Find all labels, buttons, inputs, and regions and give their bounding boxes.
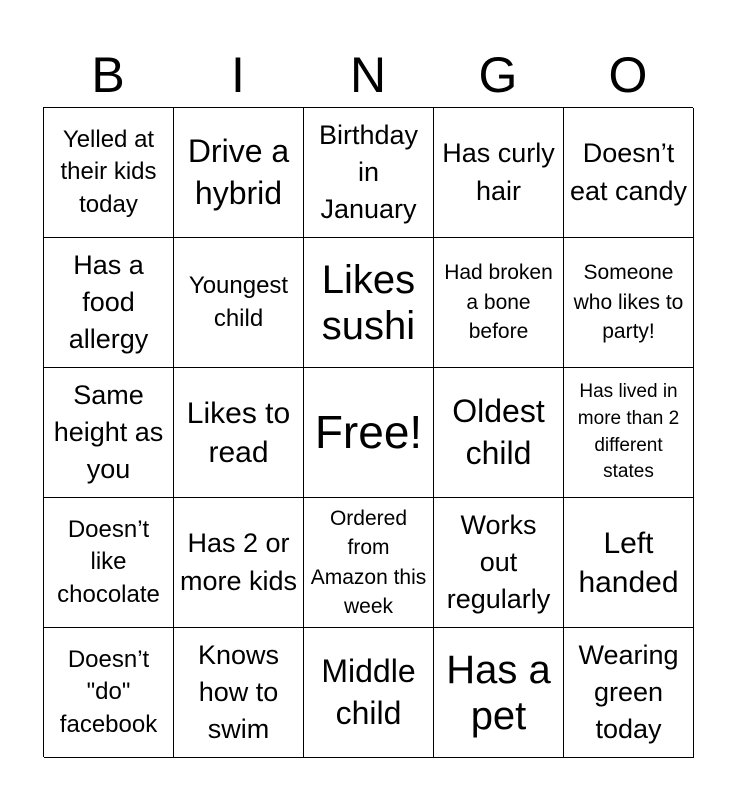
header-letter-n: N: [349, 47, 387, 103]
bingo-card-grid: [43, 107, 693, 757]
header-letter-g: G: [478, 47, 518, 103]
bingo-cell: [174, 498, 304, 628]
cell-text: Middle child: [321, 652, 416, 731]
cell-text: Left handed: [578, 526, 679, 599]
cell-text: Oldest child: [452, 392, 545, 471]
cell-text: Drive a hybrid: [187, 132, 290, 211]
bingo-cell: [564, 628, 694, 758]
bingo-cell: [434, 238, 564, 368]
bingo-cell: [44, 628, 174, 758]
bingo-cell: [434, 368, 564, 498]
bingo-cell: [174, 108, 304, 238]
bingo-cell: [304, 238, 434, 368]
bingo-cell: [564, 498, 694, 628]
bingo-cell: [44, 498, 174, 628]
cell-text: Doesn’t "do" facebook: [59, 645, 158, 738]
cell-text: Yelled at their kids today: [60, 125, 157, 218]
cell-text: Birthday in January: [318, 119, 419, 225]
bingo-cell: [44, 238, 174, 368]
bingo-cell: [174, 368, 304, 498]
cell-text: Has curly hair: [442, 138, 555, 206]
cell-text: Likes sushi: [321, 257, 416, 348]
cell-text: Youngest child: [188, 272, 289, 332]
cell-text: Had broken a bone before: [444, 261, 553, 344]
bingo-cell: [564, 238, 694, 368]
bingo-cell: [434, 628, 564, 758]
cell-text: Same height as you: [53, 379, 164, 485]
cell-text: Someone who likes to party!: [573, 261, 684, 344]
header-letter-i: I: [231, 47, 245, 103]
bingo-header: [43, 44, 693, 106]
bingo-cell: [174, 238, 304, 368]
bingo-cell: [434, 498, 564, 628]
bingo-cell: [304, 498, 434, 628]
cell-text: Has lived in more than 2 different states: [577, 380, 680, 483]
cell-text: Works out regularly: [446, 509, 551, 615]
bingo-cell: [44, 368, 174, 498]
cell-text: Doesn’t eat candy: [569, 138, 688, 206]
cell-text: Ordered from Amazon this week: [310, 506, 427, 618]
free-space-cell: [304, 368, 434, 498]
cell-text: Wearing green today: [578, 639, 679, 745]
cell-text: Likes to read: [186, 396, 291, 469]
cell-text: Has 2 or more kids: [179, 528, 298, 596]
header-letter-o: O: [608, 47, 648, 103]
bingo-cell: [434, 108, 564, 238]
bingo-cell: [174, 628, 304, 758]
bingo-cell: [564, 108, 694, 238]
cell-text: Has a pet: [446, 647, 551, 738]
bingo-cell: [304, 628, 434, 758]
cell-text: Has a food allergy: [68, 249, 149, 355]
bingo-cell: [304, 108, 434, 238]
cell-text: Knows how to swim: [197, 639, 280, 745]
cell-text: Doesn’t like chocolate: [57, 515, 160, 608]
bingo-cell: [564, 368, 694, 498]
header-letter-b: B: [91, 47, 125, 103]
bingo-cell: [44, 108, 174, 238]
cell-text: Free!: [314, 406, 423, 459]
